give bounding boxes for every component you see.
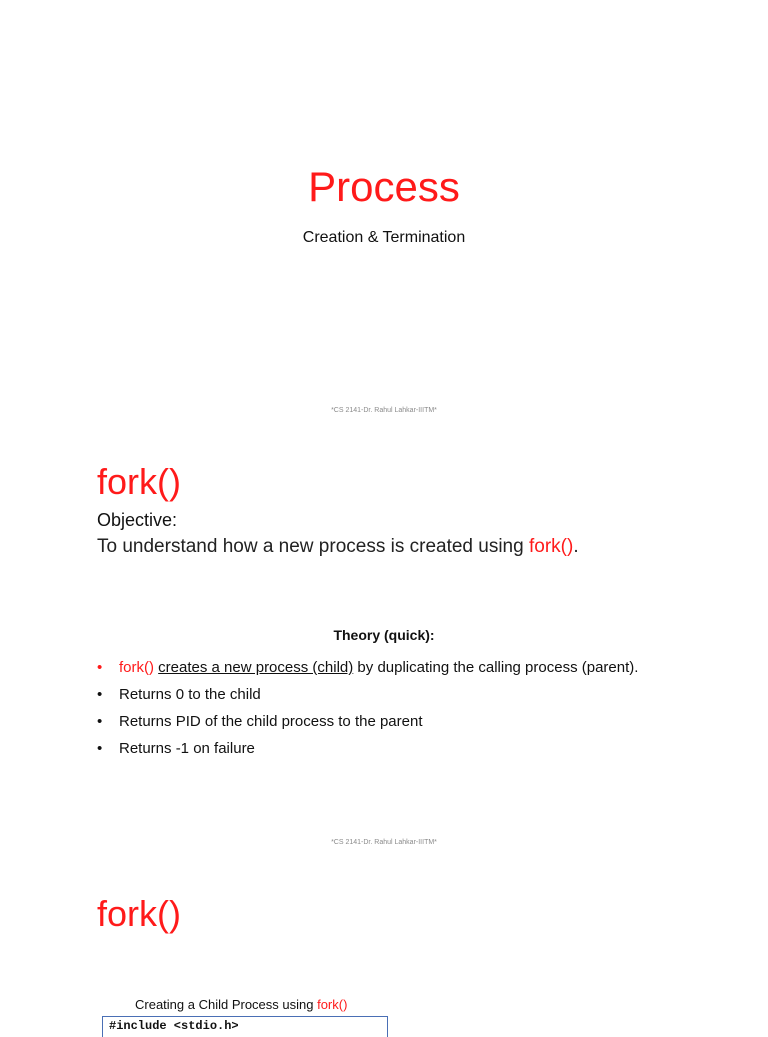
code-caption (135, 997, 347, 1012)
objective-text-prefix: To understand how a new process is created using (97, 536, 529, 557)
slide-title (0, 0, 768, 432)
bullet-item (97, 735, 638, 762)
slide-subtitle: Creation & Termination (302, 229, 466, 246)
theory-bullet-list (97, 654, 638, 762)
bullet-text: Returns -1 on failure (119, 740, 255, 757)
slide-heading: fork() (97, 461, 181, 502)
slide-heading: fork() (97, 893, 181, 934)
slide-footer: *CS 2141-Dr. Rahul Lahkar-IIITM* (331, 839, 437, 846)
code-line: #include <stdio.h> (109, 1019, 239, 1033)
objective-text (97, 536, 579, 558)
slide-fork-theory (0, 432, 768, 864)
bullet-text: Returns 0 to the child (119, 686, 261, 703)
code-box (102, 1016, 388, 1037)
bullet-text: Returns PID of the child process to the parent (119, 713, 423, 730)
bullet-highlight: fork() (119, 659, 154, 676)
objective-label: Objective: (97, 510, 178, 530)
bullet-underlined: creates a new process (child) (158, 659, 354, 676)
bullet-icon: • (97, 713, 103, 730)
bullet-rest: by duplicating the calling process (parent). (353, 659, 639, 676)
bullet-item (97, 708, 638, 735)
objective-text-highlight: fork() (528, 536, 574, 557)
objective-text-suffix: . (573, 536, 579, 557)
slide-fork-example (0, 864, 768, 1033)
bullet-item (97, 654, 638, 681)
code-caption-highlight: fork() (317, 997, 348, 1012)
bullet-icon: • (97, 659, 103, 676)
code-caption-prefix: Creating a Child Process using (135, 997, 318, 1012)
bullet-icon: • (97, 740, 103, 757)
bullet-icon: • (97, 686, 103, 703)
slide-footer: *CS 2141-Dr. Rahul Lahkar-IIITM* (331, 407, 437, 414)
slide-title-heading: Process (308, 163, 460, 210)
theory-heading: Theory (quick): (333, 627, 435, 643)
bullet-item (97, 681, 638, 708)
